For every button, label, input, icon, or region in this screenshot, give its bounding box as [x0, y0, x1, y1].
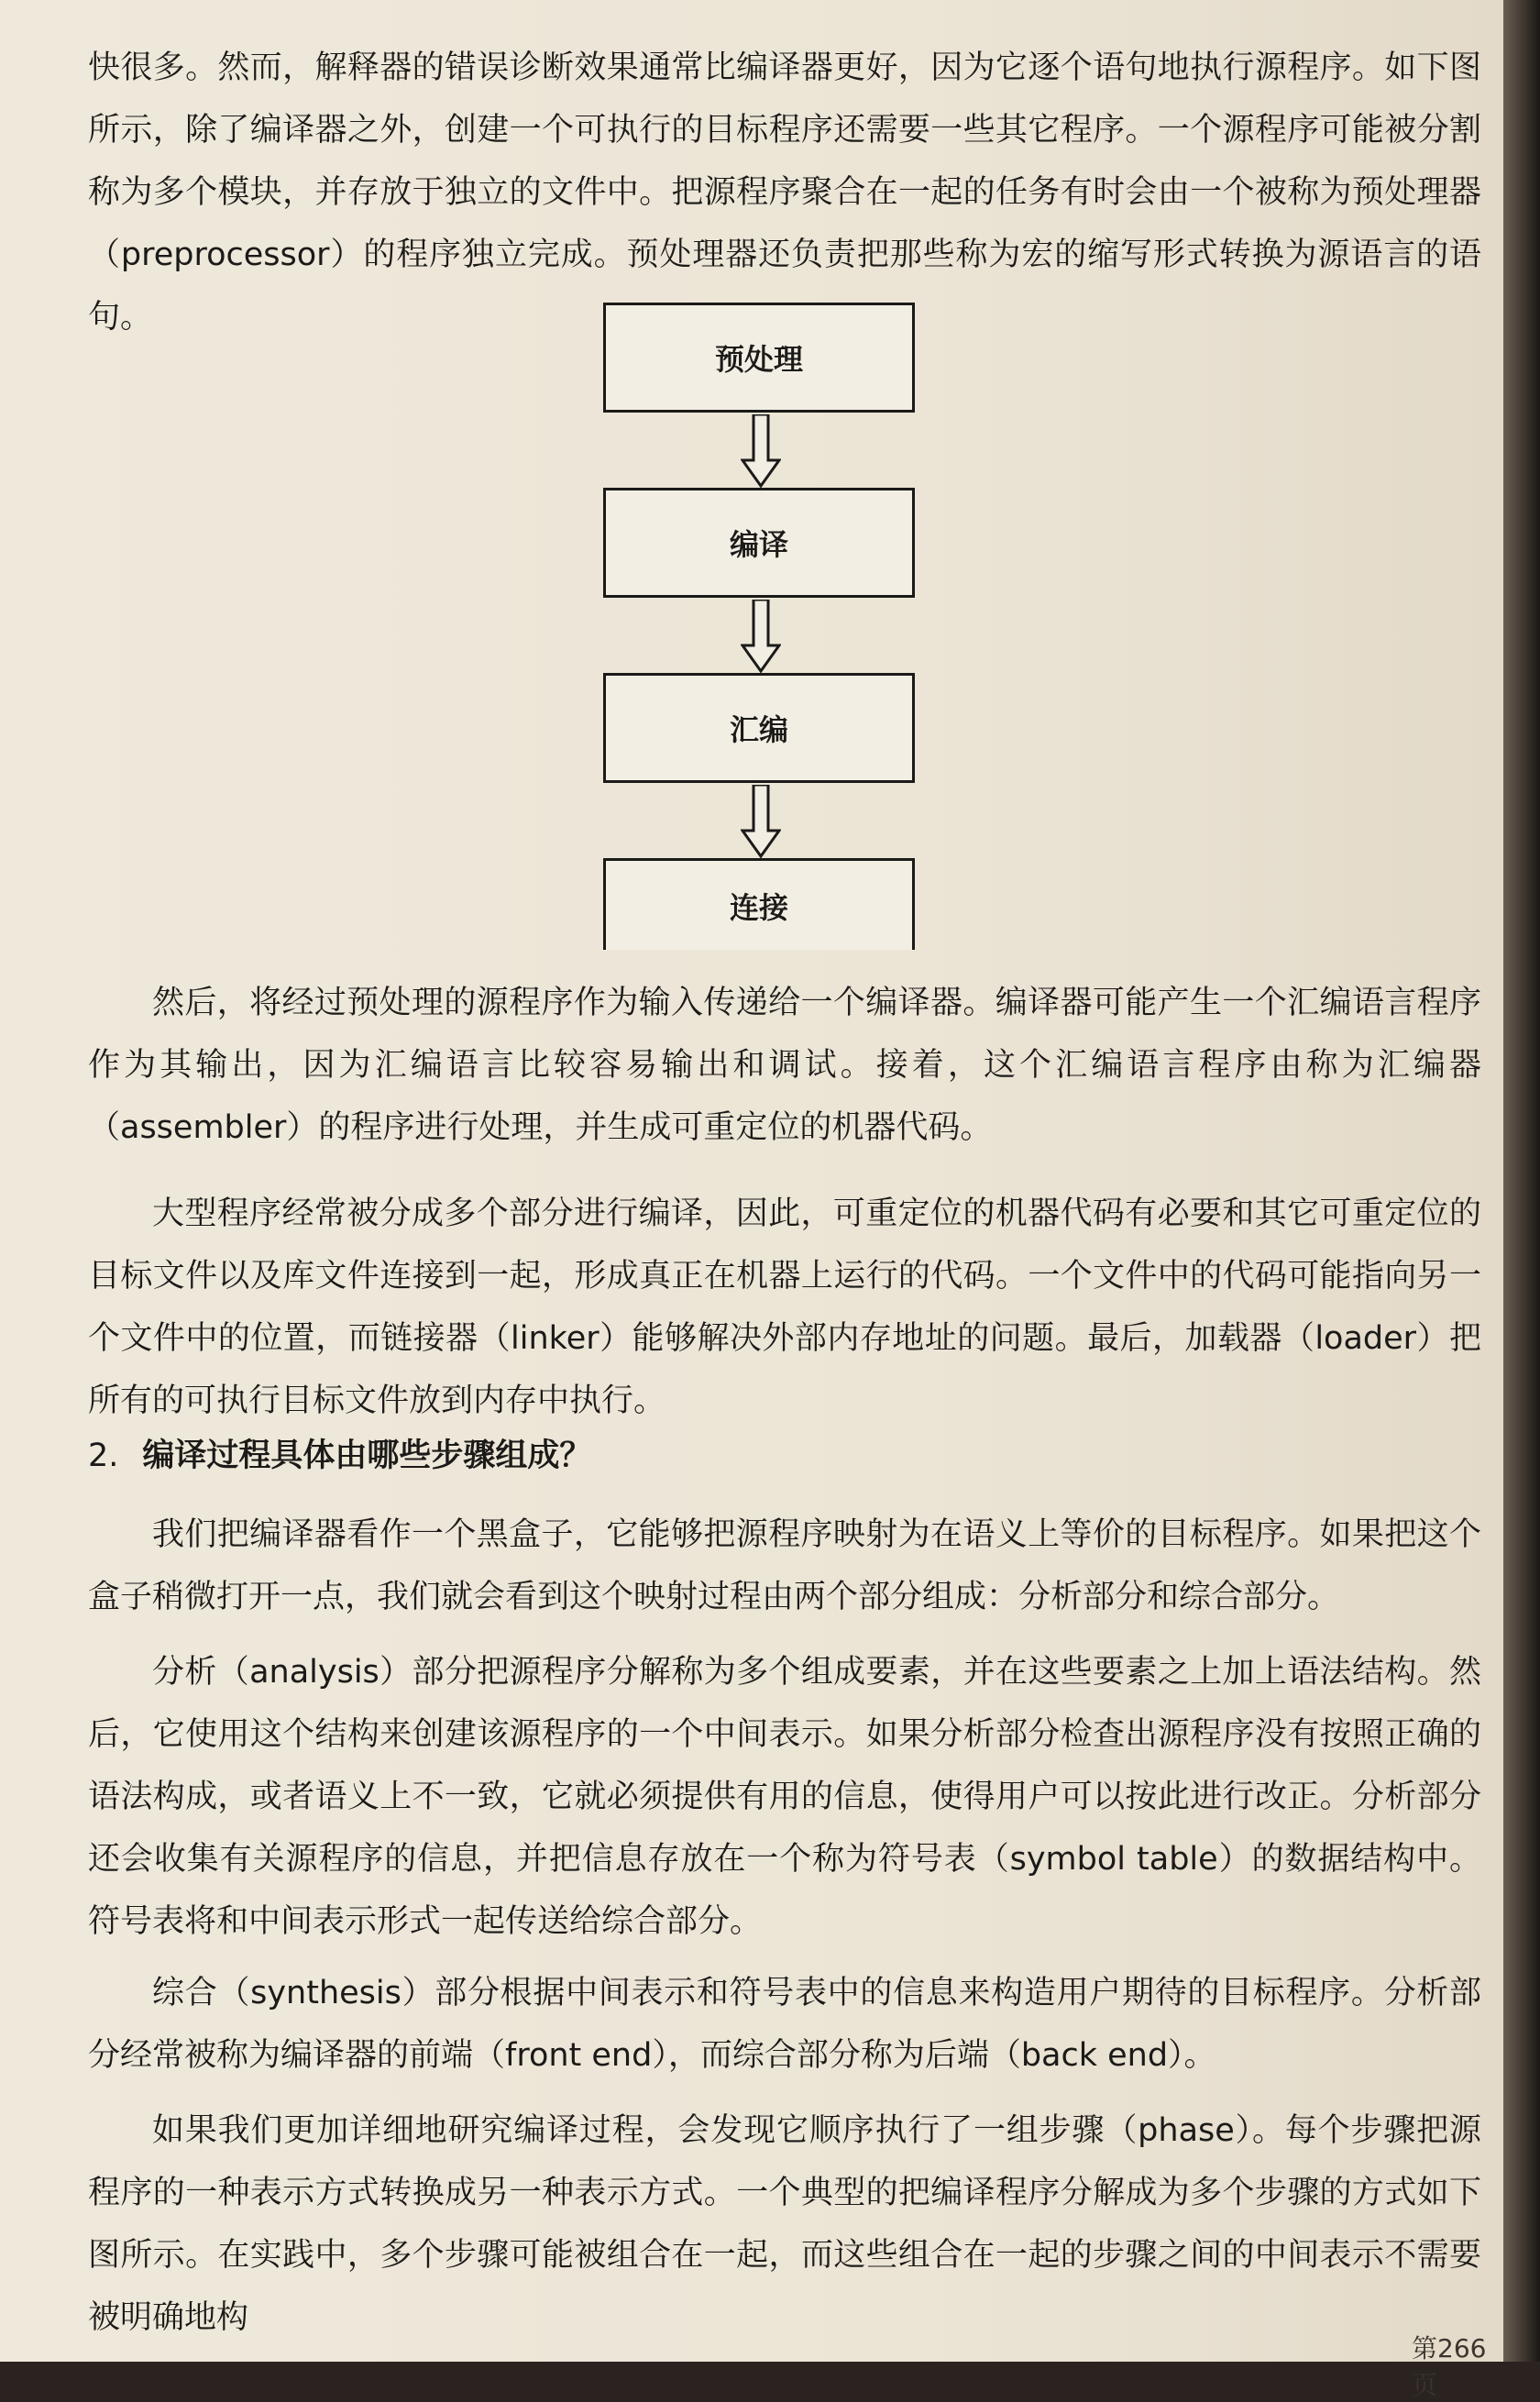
flow-step-preprocess: 预处理 [603, 303, 915, 413]
section-heading [88, 1430, 591, 1476]
paragraph-black-box: 我们把编译器看作一个黑盒子，它能够把源程序映射为在语义上等价的目标程序。如果把这个盒子稍微打开一点，我们就会看到这个映射过程由两个部分组成：分析部分和综合部分。 [88, 1516, 1481, 1615]
section-number: 2. [88, 1438, 119, 1474]
paragraph-linker: 大型程序经常被分成多个部分进行编译，因此，可重定位的机器代码有必要和其它可重定位的目标文件以及库文件连接到一起，形成真正在机器上运行的代码。一个文件中的代码可能指向另一个文件中的位置，而链接器（linker）能够解决外部内存地址的问题。最后，加载器（loader）把所有的可执行目标文件放到内存中执行。 [88, 1195, 1481, 1419]
paragraph-phases: 如果我们更加详细地研究编译过程，会发现它顺序执行了一组步骤（phase）。每个步骤把源程序的一种表示方式转换成另一种表示方式。一个典型的把编译程序分解成为多个步骤的方式如下图所示。在实践中，多个步骤可能被组合在一起，而这些组合在一起的步骤之间的中间表示不需要被明确地构 [88, 2112, 1481, 2336]
paragraph-synthesis: 综合（synthesis）部分根据中间表示和符号表中的信息来构造用户期待的目标程序。分析部分经常被称为编译器的前端（front end），而综合部分称为后端（back end）。 [88, 1975, 1481, 2074]
compile-flowchart [596, 303, 926, 944]
flow-step-link: 连接 [603, 858, 915, 950]
page-number: 第266页 [1412, 2333, 1487, 2400]
flow-step-compile: 编译 [603, 488, 915, 598]
down-arrow-icon [741, 600, 781, 673]
down-arrow-icon [741, 785, 781, 858]
intro-paragraph: 快很多。然而，解释器的错误诊断效果通常比编译器更好，因为它逐个语句地执行源程序。如下图所示，除了编译器之外，创建一个可执行的目标程序还需要一些其它程序。一个源程序可能被分割称为多个模块，并存放于独立的文件中。把源程序聚合在一起的任务有时会由一个被称为预处理器（preprocessor）的程序独立完成。预处理器还负责把那些称为宏的缩写形式转换为源语言的语句。 [88, 50, 1481, 336]
flow-step-assemble: 汇编 [603, 673, 915, 783]
book-spine [1503, 0, 1540, 2362]
paragraph-analysis: 分析（analysis）部分把源程序分解称为多个组成要素，并在这些要素之上加上语法结构。然后，它使用这个结构来创建该源程序的一个中间表示。如果分析部分检查出源程序没有按照正确的语法构成，或者语义上不一致，它就必须提供有用的信息，使得用户可以按此进行改正。分析部分还会收集有关源程序的信息，并把信息存放在一个称为符号表（symbol table）的数据结构中。符号表将和中间表示形式一起传送给综合部分。 [88, 1654, 1481, 1940]
paragraph-assembler: 然后，将经过预处理的源程序作为输入传递给一个编译器。编译器可能产生一个汇编语言程序作为其输出，因为汇编语言比较容易输出和调试。接着，这个汇编语言程序由称为汇编器（assembler）的程序进行处理，并生成可重定位的机器代码。 [88, 985, 1481, 1146]
down-arrow-icon [741, 414, 781, 488]
section-title: 编译过程具体由哪些步骤组成？ [142, 1438, 592, 1474]
